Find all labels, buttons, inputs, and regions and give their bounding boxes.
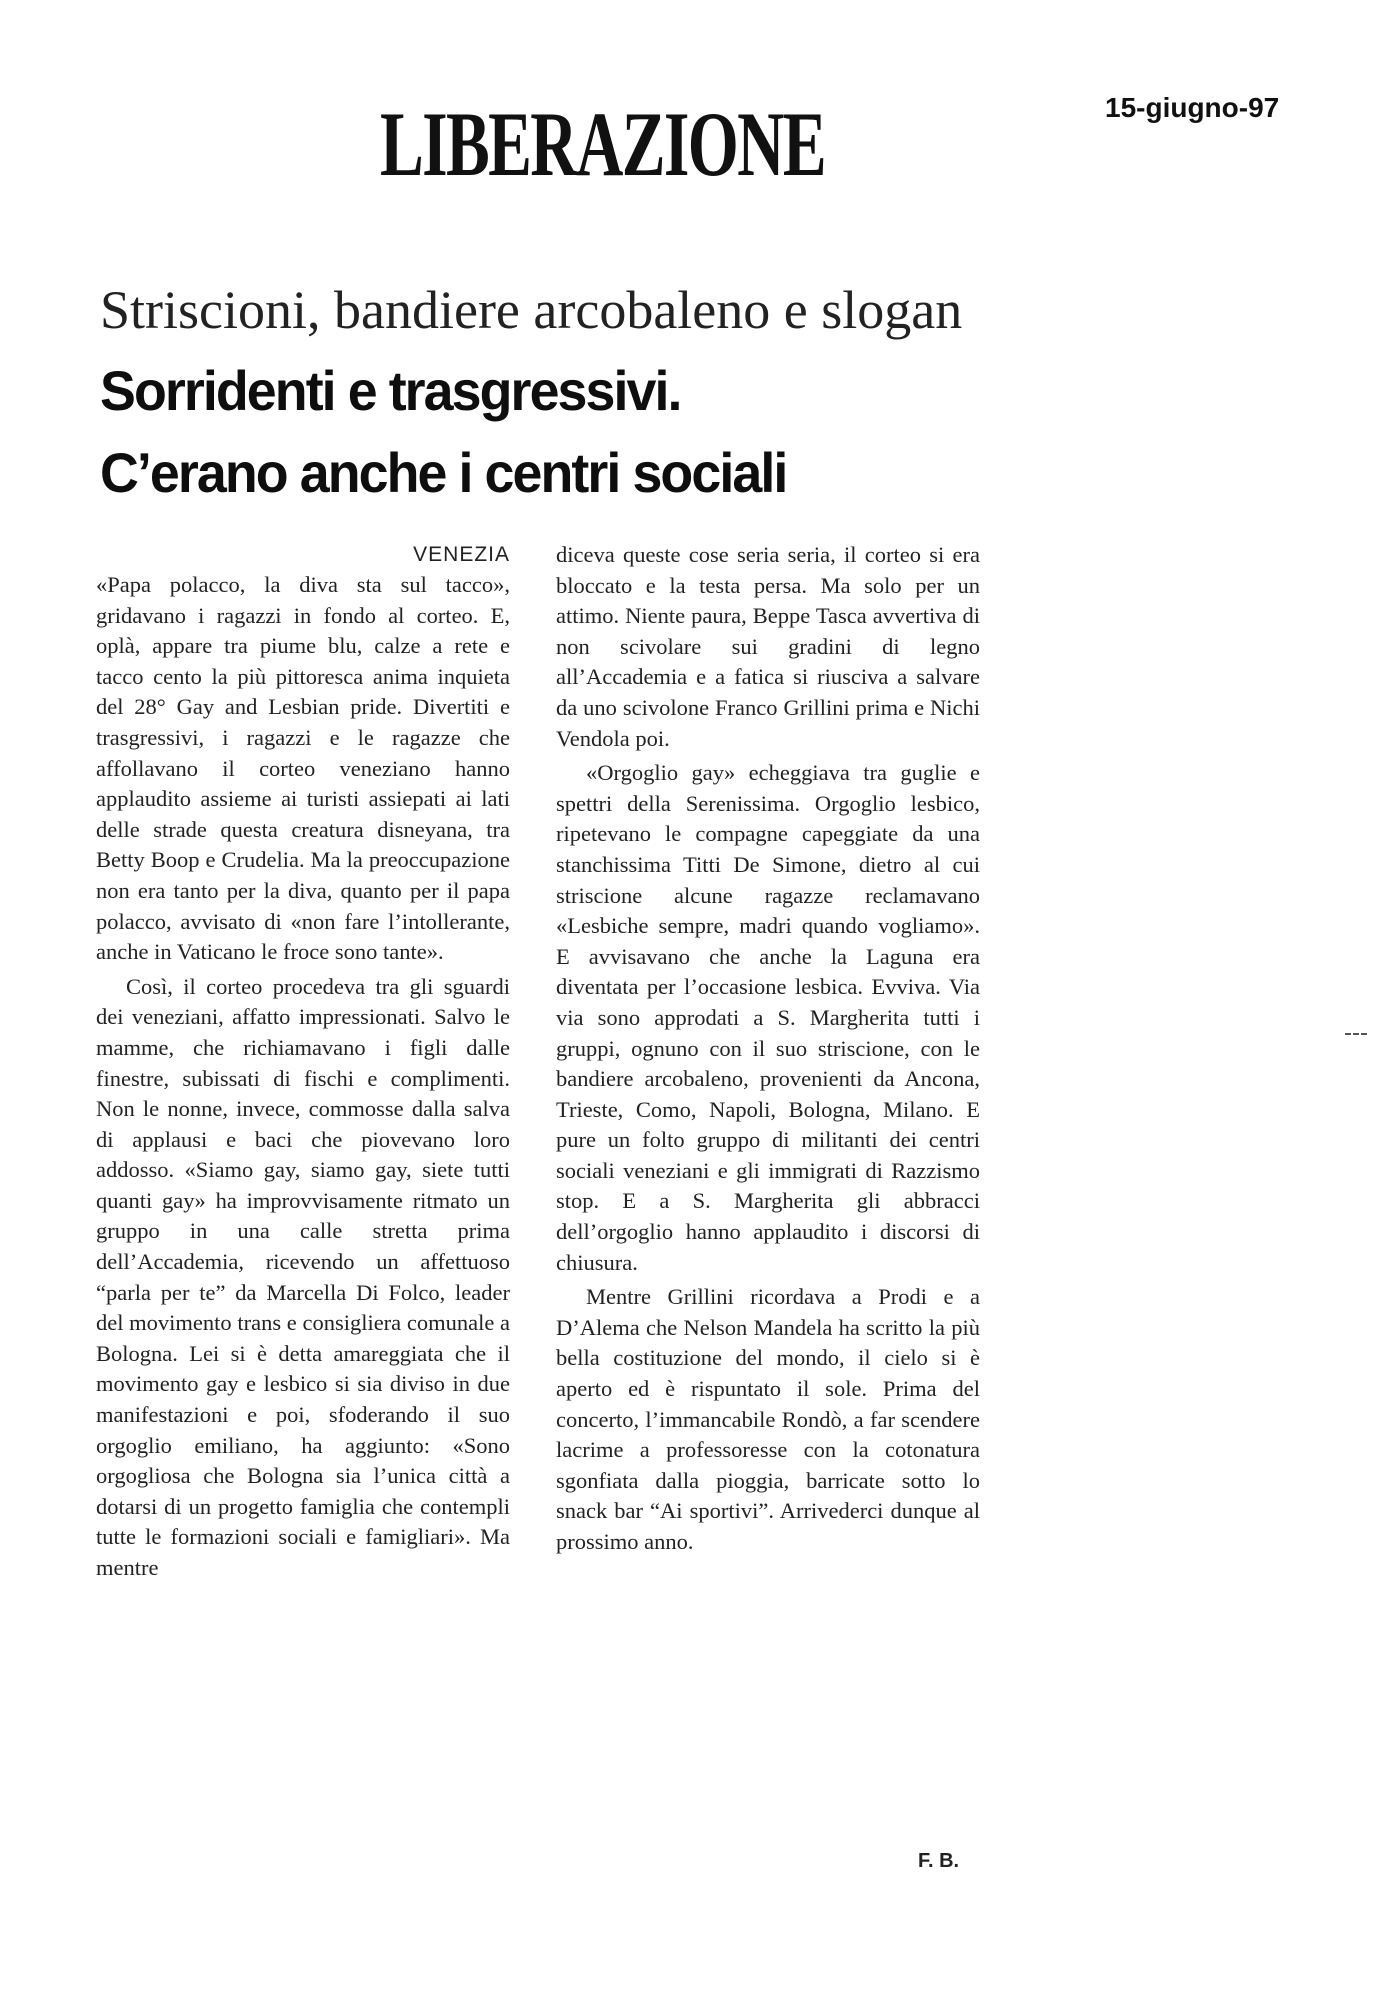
- paragraph: diceva queste cose seria seria, il corteo si era bloccato e la testa persa. Ma solo per un attimo. Niente paura, Beppe Tasca avvertiva di non scivolare sui gradini di legno all’Accademia e a fatica si riusciva a salvare da uno scivolone Franco Grillini prima e Nichi Vendola poi.: [556, 542, 980, 751]
- headline-line-2: C’erano anche i centri sociali: [100, 441, 787, 504]
- paragraph: Mentre Grillini ricordava a Prodi e a D’Alema che Nelson Mandela ha scritto la più bella costituzione del mondo, il cielo si è aperto ed è rispuntato il sole. Prima del concerto, l’immancabile Rondò, a far scendere lacrime a professoresse con la cotonatura sgonfiata dalla pioggia, barricate sotto lo snack bar “Ai sportivi”. Arrivederci dunque al prossimo anno.: [556, 1284, 980, 1554]
- newspaper-masthead: LIBERAZIONE: [380, 94, 825, 196]
- article-headline: [100, 350, 964, 514]
- article-column-left: [96, 540, 510, 1584]
- paragraph: «Papa polacco, la diva sta sul tacco», gridavano i ragazzi in fondo al corteo. E, oplà, appare tra piume blu, calze a rete e tacco cento la più pittoresca anima inquieta del 28° Gay and Lesbian pride. Divertiti e trasgressivi, i ragazzi e le ragazze che affollavano il corteo veneziano hanno applaudito assieme ai turisti assiepati ai lati delle strade questa creatura disneyana, tra Betty Boop e Crudelia. Ma la preoccupazione non era tanto per la diva, quanto per il papa polacco, avvisato di «non fare l’intollerante, anche in Vaticano le froce sono tante».: [96, 572, 510, 965]
- scan-mark: [1345, 1033, 1367, 1037]
- article-column-right: [556, 540, 980, 1558]
- author-signature: F. B.: [918, 1850, 960, 1872]
- publication-date: 15-giugno-97: [1105, 92, 1280, 123]
- headline-line-1: Sorridenti e trasgressivi.: [100, 359, 681, 422]
- article-kicker: Striscioni, bandiere arcobaleno e slogan: [100, 280, 963, 340]
- article-dateline: VENEZIA: [413, 543, 510, 566]
- paragraph: «Orgoglio gay» echeggiava tra guglie e spettri della Serenissima. Orgoglio lesbico, ripetevano le compagne capeggiate da una stanchissima Titti De Simone, dietro al cui striscione alcune ragazze reclamavano «Lesbiche sempre, madri quando vogliamo». E avvisavano che anche la Laguna era diventata per l’occasione lesbica. Evviva. Via via sono approdati a S. Margherita tutti i gruppi, ognuno con il suo striscione, con le bandiere arcobaleno, provenienti da Ancona, Trieste, Como, Napoli, Bologna, Milano. E pure un folto gruppo di militanti dei centri sociali veneziani e gli immigrati di Razzismo stop. E a S. Margherita gli abbracci dell’orgoglio hanno applaudito i discorsi di chiusura.: [556, 760, 980, 1275]
- paragraph: Così, il corteo procedeva tra gli sguardi dei veneziani, affatto impressionati. Salvo le mamme, che richiamavano i figli dalle finestre, subissati di fischi e complimenti. Non le nonne, invece, commosse dalla salva di applausi e baci che piovevano loro addosso. «Siamo gay, siamo gay, siete tutti quanti gay» ha improvvisamente ritmato un gruppo in una calle stretta prima dell’Accademia, ricevendo un affettuoso “parla per te” da Marcella Di Folco, leader del movimento trans e consigliera comunale a Bologna. Lei si è detta amareggiata che il movimento gay e lesbico si sia diviso in due manifestazioni e poi, sfoderando il suo orgoglio emiliano, ha aggiunto: «Sono orgogliosa che Bologna sia l’unica città a dotarsi di un progetto famiglia che contempli tutte le formazioni sociali e famigliari». Ma mentre: [96, 973, 510, 1580]
